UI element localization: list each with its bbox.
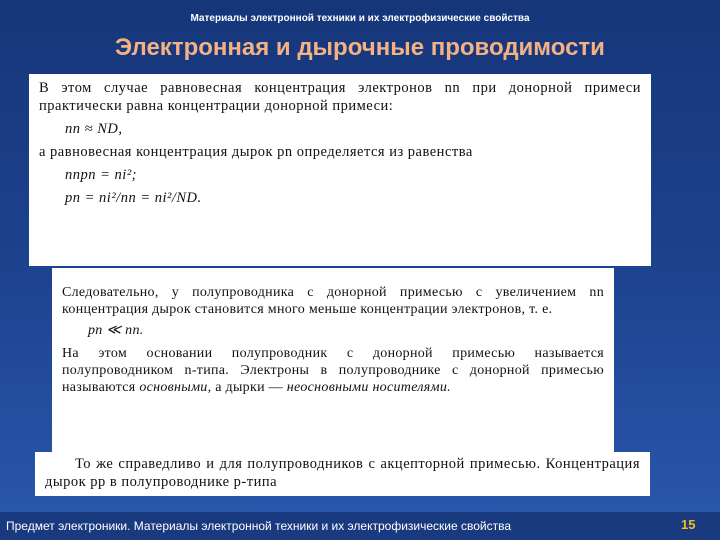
page-number: 15 xyxy=(681,517,696,532)
equation: nnpn = ni²; xyxy=(65,167,137,183)
text-panel-1 xyxy=(29,74,651,266)
footer-text: Предмет электроники. Материалы электронной техники и их электрофизические свойства xyxy=(6,519,512,533)
text-span: а дырки — xyxy=(211,380,287,395)
equation: pn = ni²/nn = ni²/ND. xyxy=(65,190,202,206)
paragraph: В этом случае равновесная концентрация электронов nn при донорной примеси практически равна концентрации донорной примеси: xyxy=(39,80,641,114)
header-subtitle: Материалы электронной техники и их электрофизические свойства xyxy=(190,13,530,24)
emphasis-main: основными, xyxy=(139,380,212,395)
equation: nn ≈ ND, xyxy=(65,121,123,137)
text-panel-2 xyxy=(52,268,614,452)
paragraph: То же справедливо и для полупроводников с акцепторной примесью. Концентрация дырок pp в полупроводнике p-типа xyxy=(45,456,640,490)
text-span: На этом основании полупроводник с донорной примесью называется полупроводником n-типа. Электроны в полупроводнике с донорной примесью называются xyxy=(62,346,604,395)
paragraph: Следовательно, у полупроводника с донорной примесью с увеличением nn концентрация дырок становится много меньше концентрации электронов, т. е. xyxy=(62,285,604,317)
equation: pn ≪ nn. xyxy=(88,323,144,338)
slide-title: Электронная и дырочные проводимости xyxy=(115,34,605,61)
paragraph xyxy=(62,345,604,396)
paragraph: а равновесная концентрация дырок pn определяется из равенства xyxy=(39,144,473,160)
text-panel-3 xyxy=(35,452,650,496)
emphasis-minor: неосновными носителями. xyxy=(286,380,451,395)
